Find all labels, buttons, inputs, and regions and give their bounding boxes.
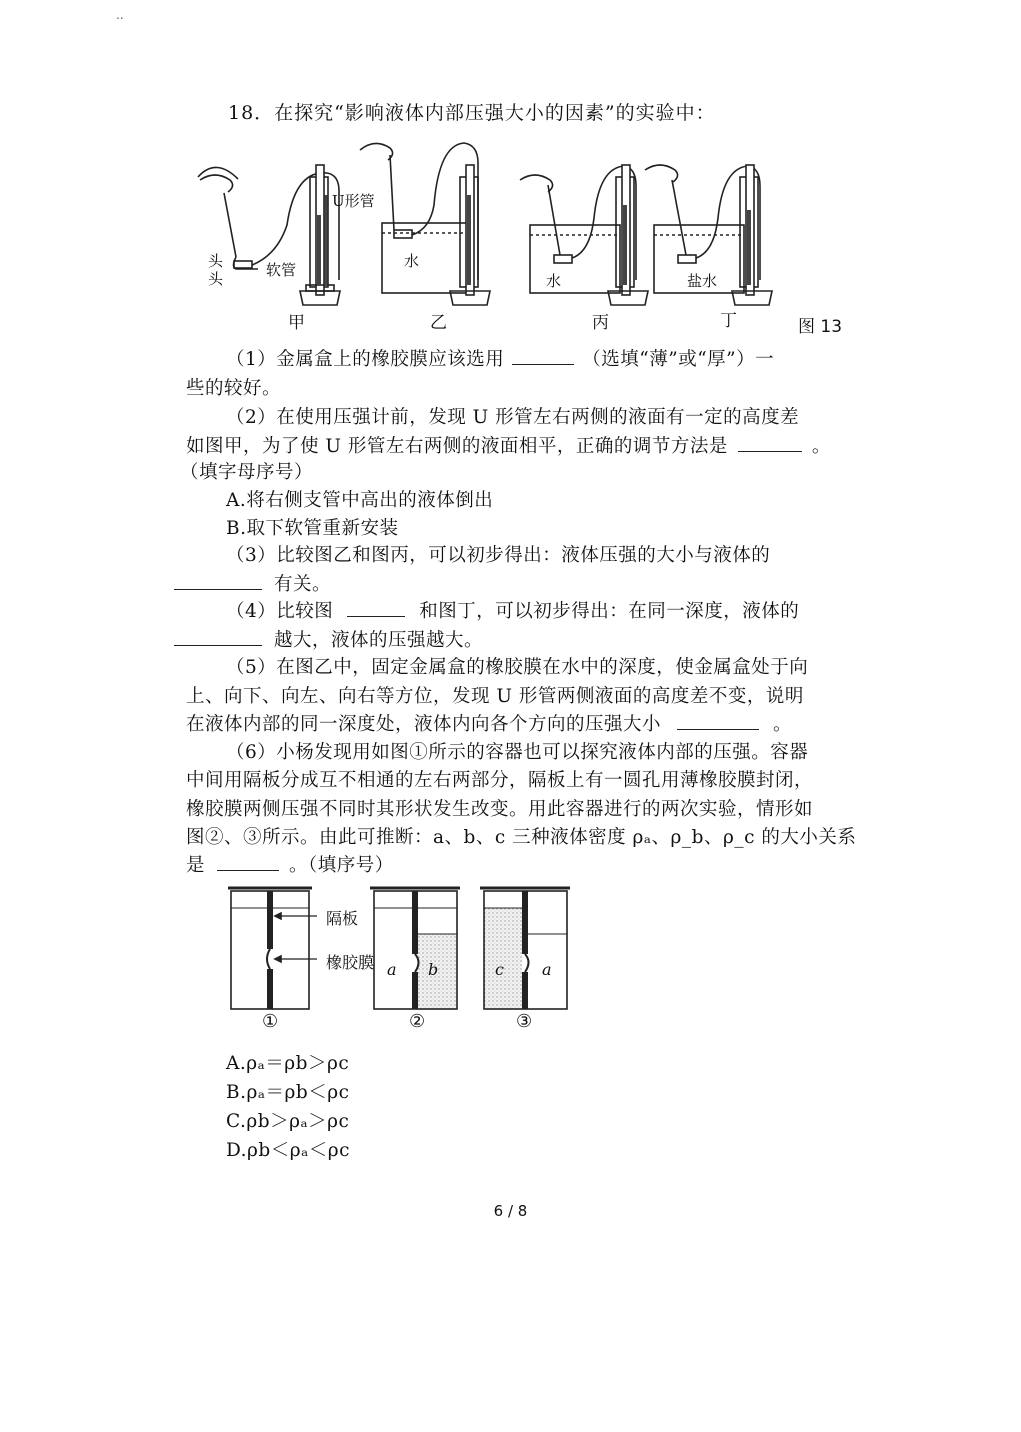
part-4-line-2: 越大，液体的压强越大。 — [174, 626, 483, 652]
liquid-c-label-fig3: c — [495, 960, 504, 979]
fig-label-2: ② — [409, 1011, 426, 1032]
part-2-line-2: 如图甲，为了使 U 形管左右两侧的液面相平，正确的调节方法是 。 — [186, 436, 831, 457]
part-6-line-2: 中间用隔板分成互不相通的左右两部分，隔板上有一圆孔用薄橡胶膜封闭， — [186, 770, 814, 791]
blank-1[interactable] — [512, 363, 574, 365]
panel-label-bing: 丙 — [592, 313, 609, 333]
option-2a: A.将右侧支管中高出的液体倒出 — [226, 490, 494, 511]
question-title: 18．在探究“影响液体内部压强大小的因素”的实验中： — [228, 102, 716, 124]
liquid-a-label-fig3: a — [542, 960, 552, 979]
figure-13-manometers — [190, 135, 860, 335]
part-1-line-1: （1）金属盒上的橡胶膜应该选用 （选填“薄”或“厚”）一 — [226, 349, 775, 370]
part-6-line-5: 是 。（填序号） — [186, 855, 394, 876]
option-c: C.ρb＞ρₐ＞ρc — [226, 1111, 350, 1132]
panel-bing-apparatus — [520, 165, 648, 305]
part-6-line-1: （6）小杨发现用如图①所示的容器也可以探究液体内部的压强。容器 — [226, 742, 809, 763]
u-tube-label: U形管 — [332, 192, 375, 210]
part-4-line-1: （4）比较图 和图丁，可以初步得出：在同一深度，液体的 — [226, 601, 800, 622]
part-6-line-3: 橡胶膜两侧压强不同时其形状发生改变。用此容器进行的两次实验，情形如 — [186, 799, 814, 820]
container-3 — [480, 888, 570, 1009]
container-2 — [370, 888, 460, 1009]
corner-mark: .. — [116, 8, 124, 22]
part-2-line-3: （填字母序号） — [180, 462, 314, 483]
salt-water-label: 盐水 — [687, 272, 718, 290]
part-6-line-4: 图②、③所示。由此可推断：a、b、c 三种液体密度 ρₐ、ρ_b、ρ_c 的大小关系 — [186, 827, 857, 848]
liquid-a-label-fig2: a — [387, 960, 397, 979]
partition-label: 隔板 — [326, 909, 359, 928]
blank-2[interactable] — [738, 450, 802, 452]
probe-label-bottom: 头 — [208, 270, 224, 288]
option-b: B.ρₐ＝ρb＜ρc — [226, 1082, 350, 1103]
water-label-yi: 水 — [404, 252, 420, 270]
blank-5[interactable] — [677, 728, 759, 730]
option-a: A.ρₐ＝ρb＞ρc — [226, 1053, 350, 1074]
option-2b: B.取下软管重新安装 — [226, 518, 399, 539]
water-label-bing: 水 — [546, 272, 562, 290]
part-3-line-2: 有关。 — [174, 570, 331, 596]
part-5-line-2: 上、向下、向左、向右等方位，发现 U 形管两侧液面的高度差不变，说明 — [186, 686, 804, 707]
blank-4b[interactable] — [174, 644, 262, 646]
part-5-line-3: 在液体内部的同一深度处，液体内向各个方向的压强大小 。 — [186, 714, 793, 735]
blank-6[interactable] — [217, 869, 279, 871]
hose-label: 软管 — [266, 261, 297, 279]
option-d: D.ρb＜ρₐ＜ρc — [226, 1140, 351, 1161]
panel-yi-apparatus — [360, 143, 490, 305]
fig-label-1: ① — [262, 1011, 279, 1032]
fig-label-3: ③ — [516, 1011, 533, 1032]
container-1 — [228, 888, 317, 1009]
page-number: 6 / 8 — [493, 1202, 528, 1220]
part-5-line-1: （5）在图乙中，固定金属盒的橡胶膜在水中的深度，使金属盒处于向 — [226, 657, 809, 678]
figure-13-caption: 图 13 — [798, 317, 843, 337]
panel-label-jia: 甲 — [288, 313, 305, 333]
membrane-label: 橡胶膜 — [326, 953, 375, 972]
probe-label-top: 头 — [208, 252, 224, 270]
panel-label-ding: 丁 — [720, 311, 737, 331]
blank-3[interactable] — [174, 588, 262, 590]
liquid-b-label-fig2: b — [428, 960, 439, 979]
panel-label-yi: 乙 — [430, 313, 447, 333]
blank-4a[interactable] — [347, 615, 405, 617]
part-2-line-1: （2）在使用压强计前，发现 U 形管左右两侧的液面有一定的高度差 — [226, 407, 800, 428]
part-1-line-2: 些的较好。 — [186, 378, 282, 399]
part-3-line-1: （3）比较图乙和图丙，可以初步得出：液体压强的大小与液体的 — [226, 545, 771, 566]
